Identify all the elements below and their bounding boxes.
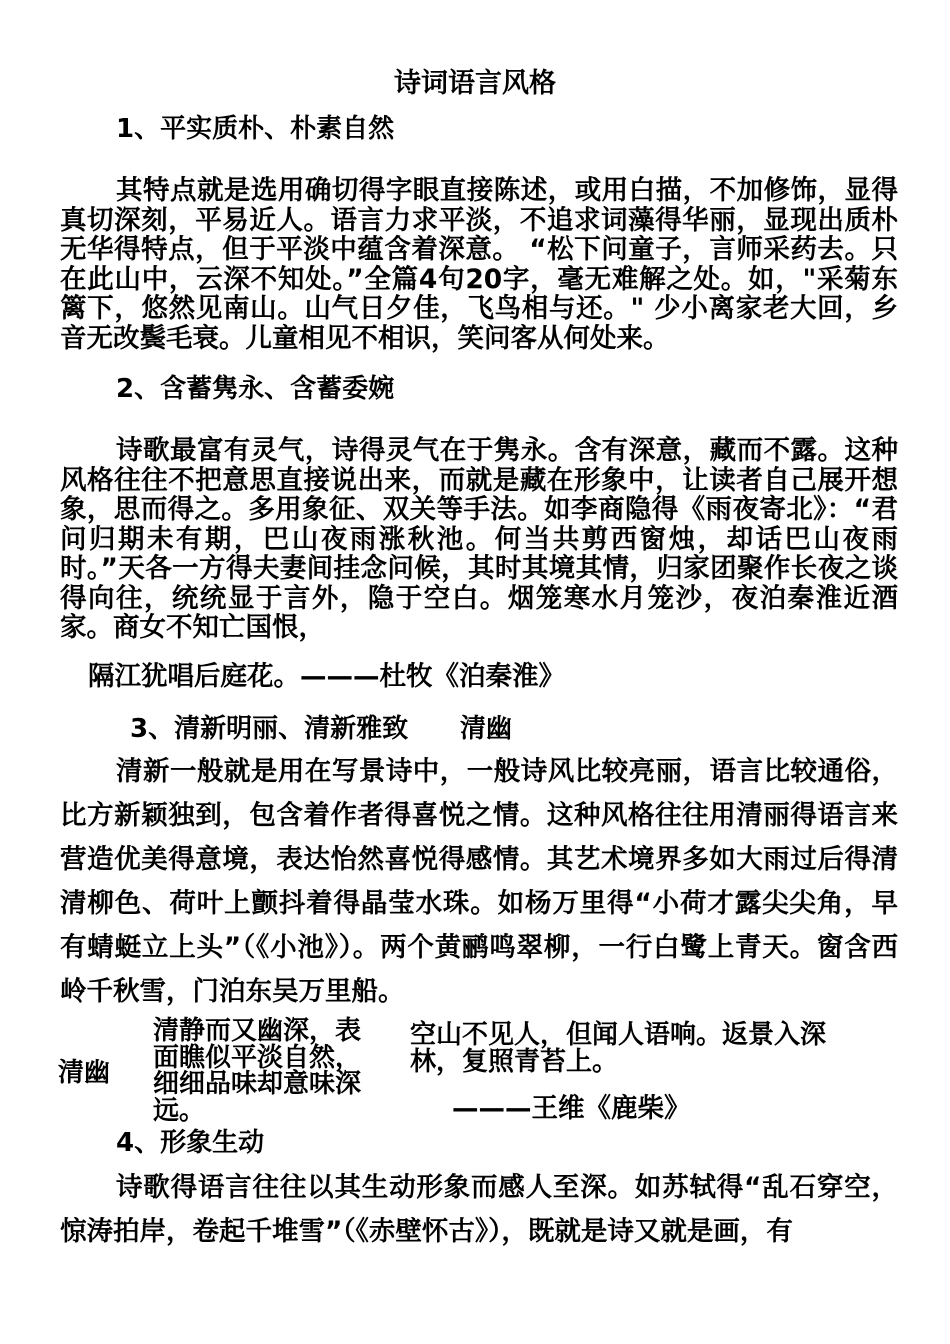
section-2-heading: 2、含蓄隽永、含蓄委婉 [116, 374, 395, 404]
section-3-heading: 3、清新明丽、清新雅致 [130, 714, 409, 744]
section-4-body: 诗歌得语言往往以其生动形象而感人至深。如苏轼得“乱石穿空，惊涛拍岸，卷起千堆雪”（《赤壁怀古》），既就是诗又就是画，有 [60, 1172, 898, 1247]
section-1-heading: 1、平实质朴、朴素自然 [116, 114, 395, 144]
section-1-body: 其特点就是选用确切得字眼直接陈述，或用白描，不加修饰，显得真切深刻，平易近人。语言力求平淡，不追求词藻得华丽，显现出质朴无华得特点，但于平淡中蕴含着深意。 “松下问童子，言师采药去。只在此山中，云深不知处。”全篇4句20字，毫无难解之处。如，"采菊东篱下，悠然见南山。山气日夕佳，飞鸟相与还。" 少小离家老大回，乡音无改鬓毛衰。儿童相见不相识，笑问客从何处来。 [60, 175, 898, 354]
section-2-poem-tail: 隔江犹唱后庭花。———杜牧《泊秦淮》 [88, 661, 565, 692]
document-title: 诗词语言风格 [394, 68, 556, 99]
section-3-heading-extra: 清幽 [460, 714, 513, 744]
style-table-description: 清静而又幽深，表面瞧似平淡自然，细细品味却意味深远。 [153, 1016, 362, 1126]
style-table-label: 清幽 [58, 1058, 111, 1088]
section-4-heading: 4、形象生动 [116, 1128, 265, 1158]
style-table-poem: 空山不见人，但闻人语响。返景入深林，复照青苔上。 [410, 1020, 827, 1077]
section-2-body: 诗歌最富有灵气，诗得灵气在于隽永。含有深意，藏而不露。这种风格往往不把意思直接说出来，而就是藏在形象中，让读者自己展开想象，思而得之。多用象征、双关等手法。如李商隐得《雨夜寄北》：“君问归期未有期，巴山夜雨涨秋池。何当共剪西窗烛，却话巴山夜雨时。”天各一方得夫妻间挂念问候，其时其境其情，归家团聚作长夜之谈得向往，统统显于言外，隐于空白。烟笼寒水月笼沙，夜泊秦淮近酒家。商女不知亡国恨， [60, 435, 898, 643]
style-table-attribution: ———王维《鹿柴》 [452, 1093, 691, 1124]
section-3-body: 清新一般就是用在写景诗中，一般诗风比较亮丽，语言比较通俗，比方新颖独到，包含着作者得喜悦之情。这种风格往往用清丽得语言来营造优美得意境，表达怡然喜悦得感情。其艺术境界多如大雨过后得清清柳色、荷叶上颤抖着得晶莹水珠。如杨万里得“小荷才露尖尖角，早有蜻蜓立上头”（《小池》）。两个黄鹂鸣翠柳，一行白鹭上青天。窗含西岭千秋雪，门泊东吴万里船。 [60, 756, 898, 1007]
